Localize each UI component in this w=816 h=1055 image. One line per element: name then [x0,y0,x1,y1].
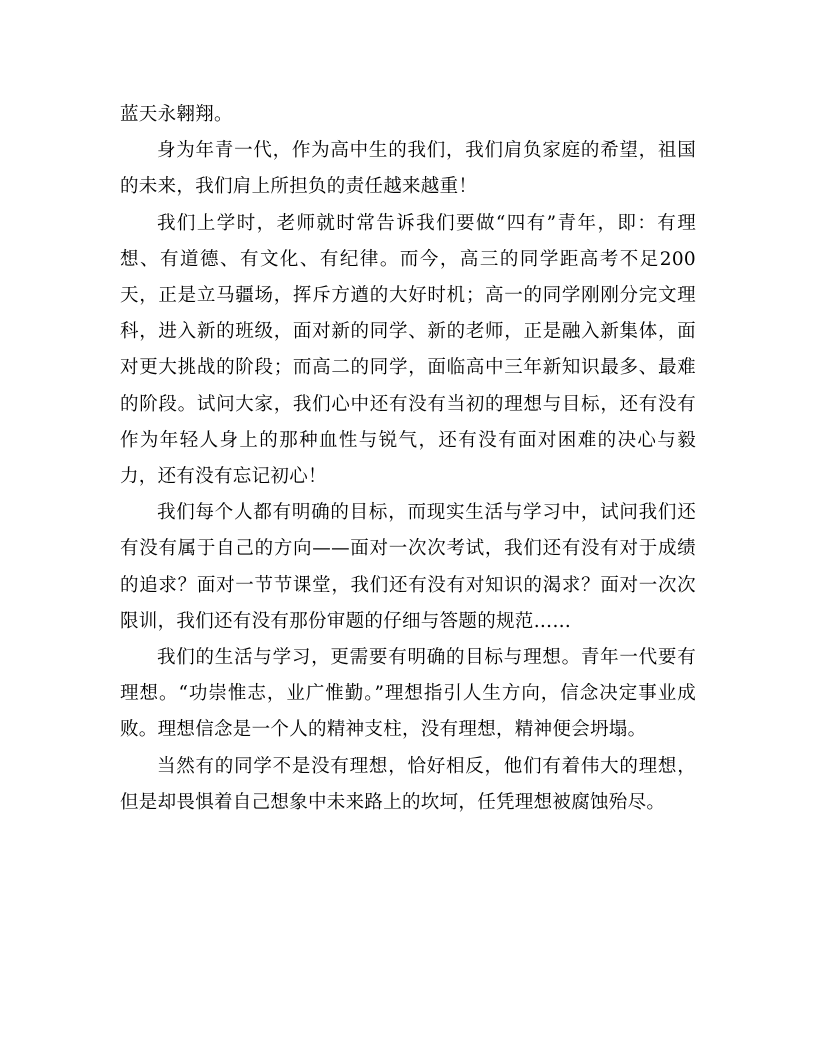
document-body [120,97,696,821]
paragraph: 当然有的同学不是没有理想，恰好相反，他们有着伟大的理想，但是却畏惧着自己想象中未来路上的坎坷，任凭理想被腐蚀殆尽。 [120,755,696,813]
paragraph: 我们每个人都有明确的目标，而现实生活与学习中，试问我们还有没有属于自己的方向——面对一次次考试，我们还有没有对于成绩的追求？面对一节节课堂，我们还有没有对知识的渴求？面对一次次限训，我们还有没有那份审题的仔细与答题的规范…… [120,502,696,632]
paragraph: 身为年青一代，作为高中生的我们，我们肩负家庭的希望，祖国的未来，我们肩上所担负的责任越来越重！ [120,140,696,198]
paragraph: 我们的生活与学习，更需要有明确的目标与理想。青年一代要有理想。“功崇惟志，业广惟勤。”理想指引人生方向，信念决定事业成败。理想信念是一个人的精神支柱，没有理想，精神便会坍塌。 [120,647,696,741]
paragraph: 蓝天永翱翔。 [120,104,233,125]
paragraph: 我们上学时，老师就时常告诉我们要做“四有”青年，即：有理想、有道德、有文化、有纪律。而今，高三的同学距高考不足200天，正是立马疆场，挥斥方遒的大好时机；高一的同学刚刚分完文理科，进入新的班级，面对新的同学、新的老师，正是融入新集体，面对更大挑战的阶段；而高二的同学，面临高中三年新知识最多、最难的阶段。试问大家，我们心中还有没有当初的理想与目标，还有没有作为年轻人身上的那种血性与锐气，还有没有面对困难的决心与毅力，还有没有忘记初心！ [120,212,696,488]
